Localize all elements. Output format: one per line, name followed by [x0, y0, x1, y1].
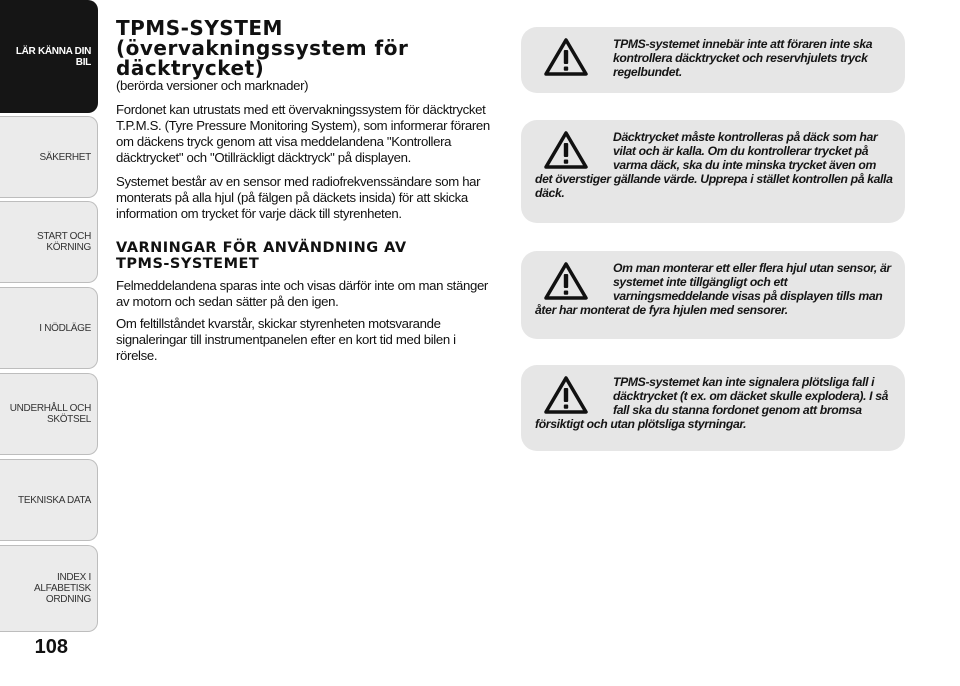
warning-triangle-icon [543, 37, 589, 77]
main-text-column [116, 18, 500, 364]
tab-lar-kanna-din-bil[interactable] [0, 0, 98, 113]
warning-text: Däcktrycket måste kontrolleras på däck som har vilat och är kalla. Om du kontrollerar trycket på varma däck, ska du inte minska trycket även om det överstiger gällande värde. Upprepa i stället kontrollen på kalla däck. [535, 130, 893, 200]
page-number: 108 [34, 636, 68, 658]
warning-text: TPMS-systemet kan inte signalera plötsliga fall i däcktrycket (t ex. om däcket skulle explodera). I så fall ska du stanna fordonet genom att bromsa försiktigt och utan plötsliga styrningar. [535, 375, 889, 431]
tab-label-line: ORDNING [45, 594, 91, 605]
tab-label-line: SÄKERHET [39, 151, 91, 163]
warning-triangle-icon [543, 375, 589, 415]
tab-underhall-och-skotsel[interactable] [0, 373, 98, 455]
tab-index-i-alfabetisk-ordning[interactable] [0, 545, 98, 632]
warning-box [521, 27, 905, 93]
warnings-heading [116, 240, 500, 272]
warning-box [521, 120, 905, 223]
tab-label-line: I NÖDLÄGE [39, 322, 91, 334]
tab-start-och-korning[interactable] [0, 201, 98, 283]
paragraph-messages: Felmeddelandena sparas inte och visas därför inte om man stänger av motorn och sedan sätter på den igen. [116, 278, 488, 309]
section-title [116, 18, 500, 78]
chapter-sidebar [0, 0, 100, 686]
title-line: (övervakningssystem för [116, 36, 409, 60]
tab-tekniska-data[interactable] [0, 459, 98, 541]
tab-label-line: LÄR KÄNNA DIN [15, 45, 91, 57]
title-line: TPMS-SYSTEM [116, 16, 283, 40]
warning-text: Om man monterar ett eller flera hjul utan sensor, är systemet inte tillgängligt och ett varningsmeddelande visas på displayen tills man åter har monterat de fyra hjulen med sensorer. [535, 261, 891, 317]
paragraph-fault: Om feltillståndet kvarstår, skickar styrenheten motsvarande signaleringar till instrumentpanelen efter en kort tid med bilen i rörelse. [116, 316, 456, 363]
heading-line: TPMS-SYSTEMET [116, 256, 260, 272]
tab-label-line: UNDERHÅLL OCH [9, 403, 91, 414]
tab-label-line: SKÖTSEL [46, 414, 91, 425]
warning-box [521, 251, 905, 339]
paragraph-intro: Fordonet kan utrustats med ett övervakningssystem för däcktrycket T.P.M.S. (Tyre Pressure Monitoring System), som informerar föraren om däckens tryck genom att visa meddelandena "Kontrollera däcktrycket" och "Otillräckligt däcktryck" på displayen. [116, 102, 490, 165]
tab-sakerhet[interactable] [0, 116, 98, 198]
warning-triangle-icon [543, 130, 589, 170]
tab-label-line: BIL [75, 56, 91, 68]
tab-label-line: START OCH [37, 231, 91, 242]
warning-triangle-icon [543, 261, 589, 301]
tab-i-nodlage[interactable] [0, 287, 98, 369]
tab-label-line: KÖRNING [46, 242, 91, 253]
tab-label-line: INDEX I ALFABETISK [33, 572, 91, 594]
warning-box [521, 365, 905, 451]
heading-line: VARNINGAR FÖR ANVÄNDNING AV [116, 240, 407, 256]
title-line: däcktrycket) [116, 56, 265, 80]
warning-text: TPMS-systemet innebär inte att föraren inte ska kontrollera däcktrycket och reservhjulets tryck regelbundet. [613, 37, 873, 79]
paragraph-sensor: Systemet består av en sensor med radiofrekvenssändare som har monterats på alla hjul (på fälgen på däckets insida) för att skicka information om trycket för varje däck till styrenheten. [116, 174, 481, 221]
tab-label-line: TEKNISKA DATA [18, 494, 91, 506]
section-subtitle: (berörda versioner och marknader) [116, 78, 309, 93]
